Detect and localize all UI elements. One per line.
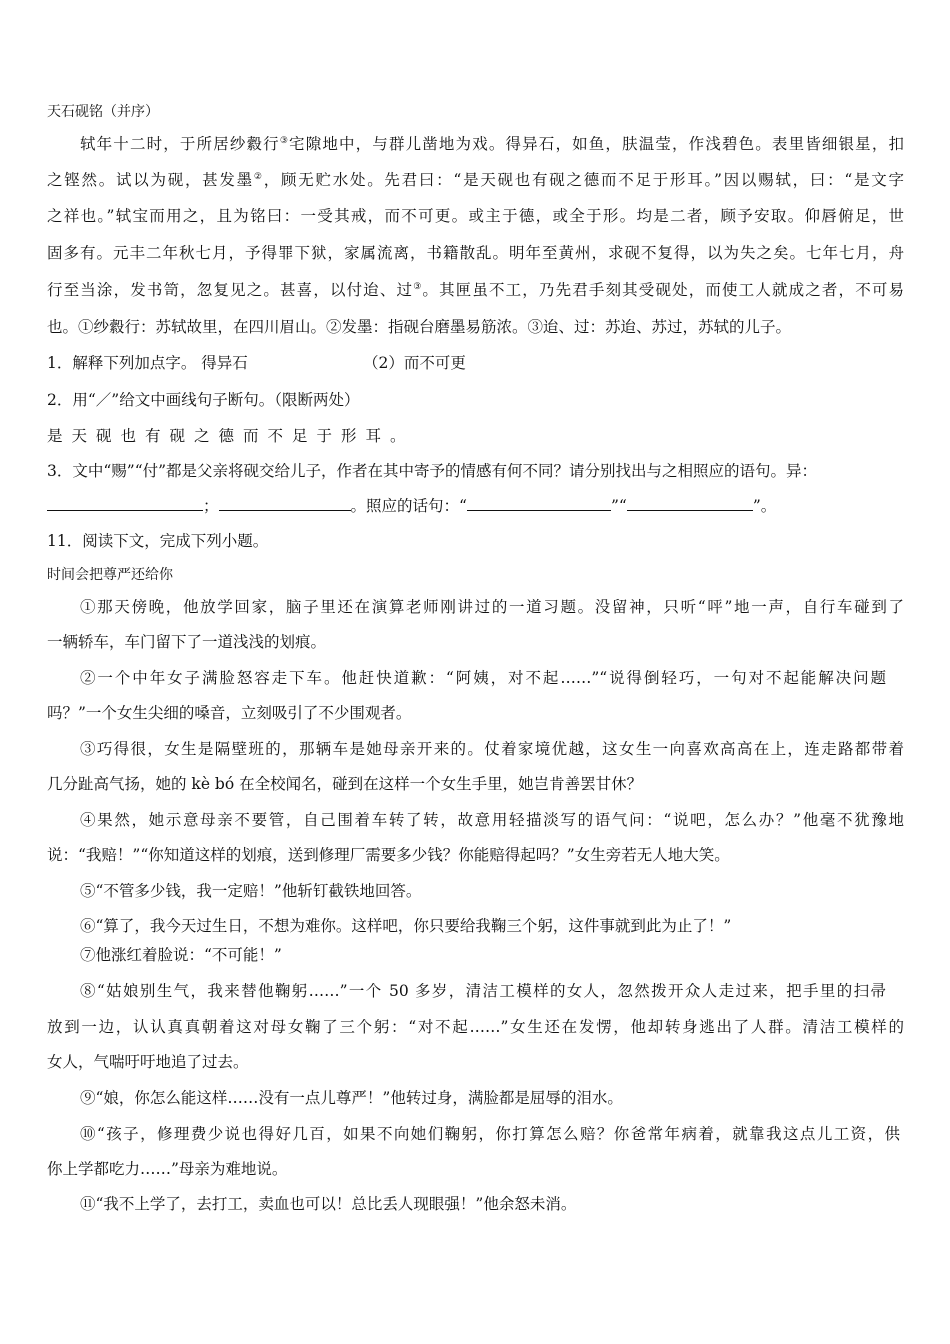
question-3: 3．文中“赐”“付”都是父亲将砚交给儿子，作者在其中寄予的情感有何不同？请分别找出与之相照应的语句。异： <box>47 462 818 480</box>
article-line: ⑩“孩子，修理费少说也得好几百，如果不向她们鞠躬，你打算怎么赔？你爸常年病着，就靠我这点儿工资，供 <box>80 1125 900 1143</box>
article-line: 说：“我赔！”“你知道这样的划痕，送到修理厂需要多少钱？你能赔得起吗？”女生旁若无人地大笑。 <box>47 846 730 864</box>
article-line: ③巧得很，女生是隔壁班的，那辆车是她母亲开来的。仗着家境优越，这女生一向喜欢高高在上，连走路都带着 <box>80 740 904 758</box>
footnote-mark: ③ <box>279 136 290 146</box>
section-11-heading: 11．阅读下文，完成下列小题。 <box>47 532 269 550</box>
footnote-mark: ③ <box>413 282 423 292</box>
poem-title: 天石砚铭（并序） <box>47 104 159 120</box>
article-line: ⑪“我不上学了，去打工，卖血也可以！总比丢人现眼强！”他余怒未消。 <box>80 1195 577 1213</box>
article-line: 几分趾高气扬，她的 kè bó 在全校闻名，碰到在这样一个女生手里，她岂肯善罢甘休？ <box>47 775 643 793</box>
poem-notes: 也。①纱縠行：苏轼故里，在四川眉山。②发墨：指砚台磨墨易筋浓。③迨、过：苏迨、苏过，苏轼的儿子。 <box>47 318 792 336</box>
footnote-mark: ② <box>253 172 264 182</box>
article-line: 放到一边，认认真真朝着这对母女鞠了三个躬：“对不起……”女生还在发愣，他却转身逃出了人群。清洁工模样的 <box>47 1018 904 1036</box>
article-line: 一辆轿车，车门留下了一道浅浅的划痕。 <box>47 633 327 651</box>
article-line: ④果然，她示意母亲不要管，自己围着车转了转，故意用轻描淡写的语气问：“说吧，怎么办？”他毫不犹豫地 <box>80 811 904 829</box>
poem-line-1: 轼年十二时，于所居纱縠行③宅隙地中，与群儿凿地为戏。得异石，如鱼，肤温莹，作浅碧色。表里皆细银星，扣 <box>80 135 904 153</box>
answer-blank-3[interactable] <box>467 496 611 511</box>
article-line: ⑦他涨红着脸说：“不可能！” <box>80 946 282 964</box>
answer-blank-2[interactable] <box>219 496 351 511</box>
question-3-answer-row: ； 。照应的话句：“ ”“ ”。 <box>47 495 776 517</box>
article-line: ⑥“算了，我今天过生日，不想为难你。这样吧，你只要给我鞠三个躬，这件事就到此为止了！” <box>80 917 732 935</box>
article-line: ⑤“不管多少钱，我一定赔！”他斩钉截铁地回答。 <box>80 882 422 900</box>
question-2-sentence: 是天砚也有砚之德而不足于形耳。 <box>47 427 415 445</box>
poem-line-4: 固多有。元丰二年秋七月，予得罪下狱，家属流离，书籍散乱。明年至黄州，求砚不复得，以为失之矣。七年七月，舟 <box>47 244 904 262</box>
answer-blank-4[interactable] <box>627 496 753 511</box>
question-2: 2．用“／”给文中画线句子断句。（限断两处） <box>47 391 360 409</box>
article-line: ⑨“娘，你怎么能这样……没有一点儿尊严！”他转过身，满脸都是屈辱的泪水。 <box>80 1089 623 1107</box>
poem-line-5: 行至当涂，发书笥，忽复见之。甚喜，以付迨、过③。其匣虽不工，乃先君手刻其受砚处，而使工人就成之者，不可易 <box>47 281 904 299</box>
article-line: ⑧“姑娘别生气，我来替他鞠躬……”一个 50 多岁，清洁工模样的女人，忽然拨开众人走过来，把手里的扫帚 <box>80 982 886 1000</box>
article-line: ①那天傍晚，他放学回家，脑子里还在演算老师刚讲过的一道习题。没留神，只听“呯”地一声，自行车碰到了 <box>80 598 904 616</box>
question-1: 1．解释下列加点字。 得异石 <box>47 354 248 372</box>
article-line: ②一个中年女子满脸怒容走下车。他赶快道歉：“阿姨，对不起……”“说得倒轻巧，一句对不起能解决问题 <box>80 669 886 687</box>
article-line: 你上学都吃力……”母亲为难地说。 <box>47 1160 288 1178</box>
poem-line-2: 之铿然。试以为砚，甚发墨②，顾无贮水处。先君曰：“是天砚也有砚之德而不足于形耳。”因以赐轼，曰：“是文字 <box>47 171 904 189</box>
answer-blank-1[interactable] <box>47 496 203 511</box>
poem-line-3: 之祥也。”轼宝而用之，且为铭曰：一受其戒，而不可更。或主于德，或全于形。均是二者，顾予安取。仰唇俯足，世 <box>47 207 904 225</box>
article-line: 吗？”一个女生尖细的嗓音，立刻吸引了不少围观者。 <box>47 704 412 722</box>
question-1-part2: （2）而不可更 <box>363 354 466 372</box>
article-title: 时间会把尊严还给你 <box>47 567 173 583</box>
article-line: 女人，气喘吁吁地追了过去。 <box>47 1053 249 1071</box>
